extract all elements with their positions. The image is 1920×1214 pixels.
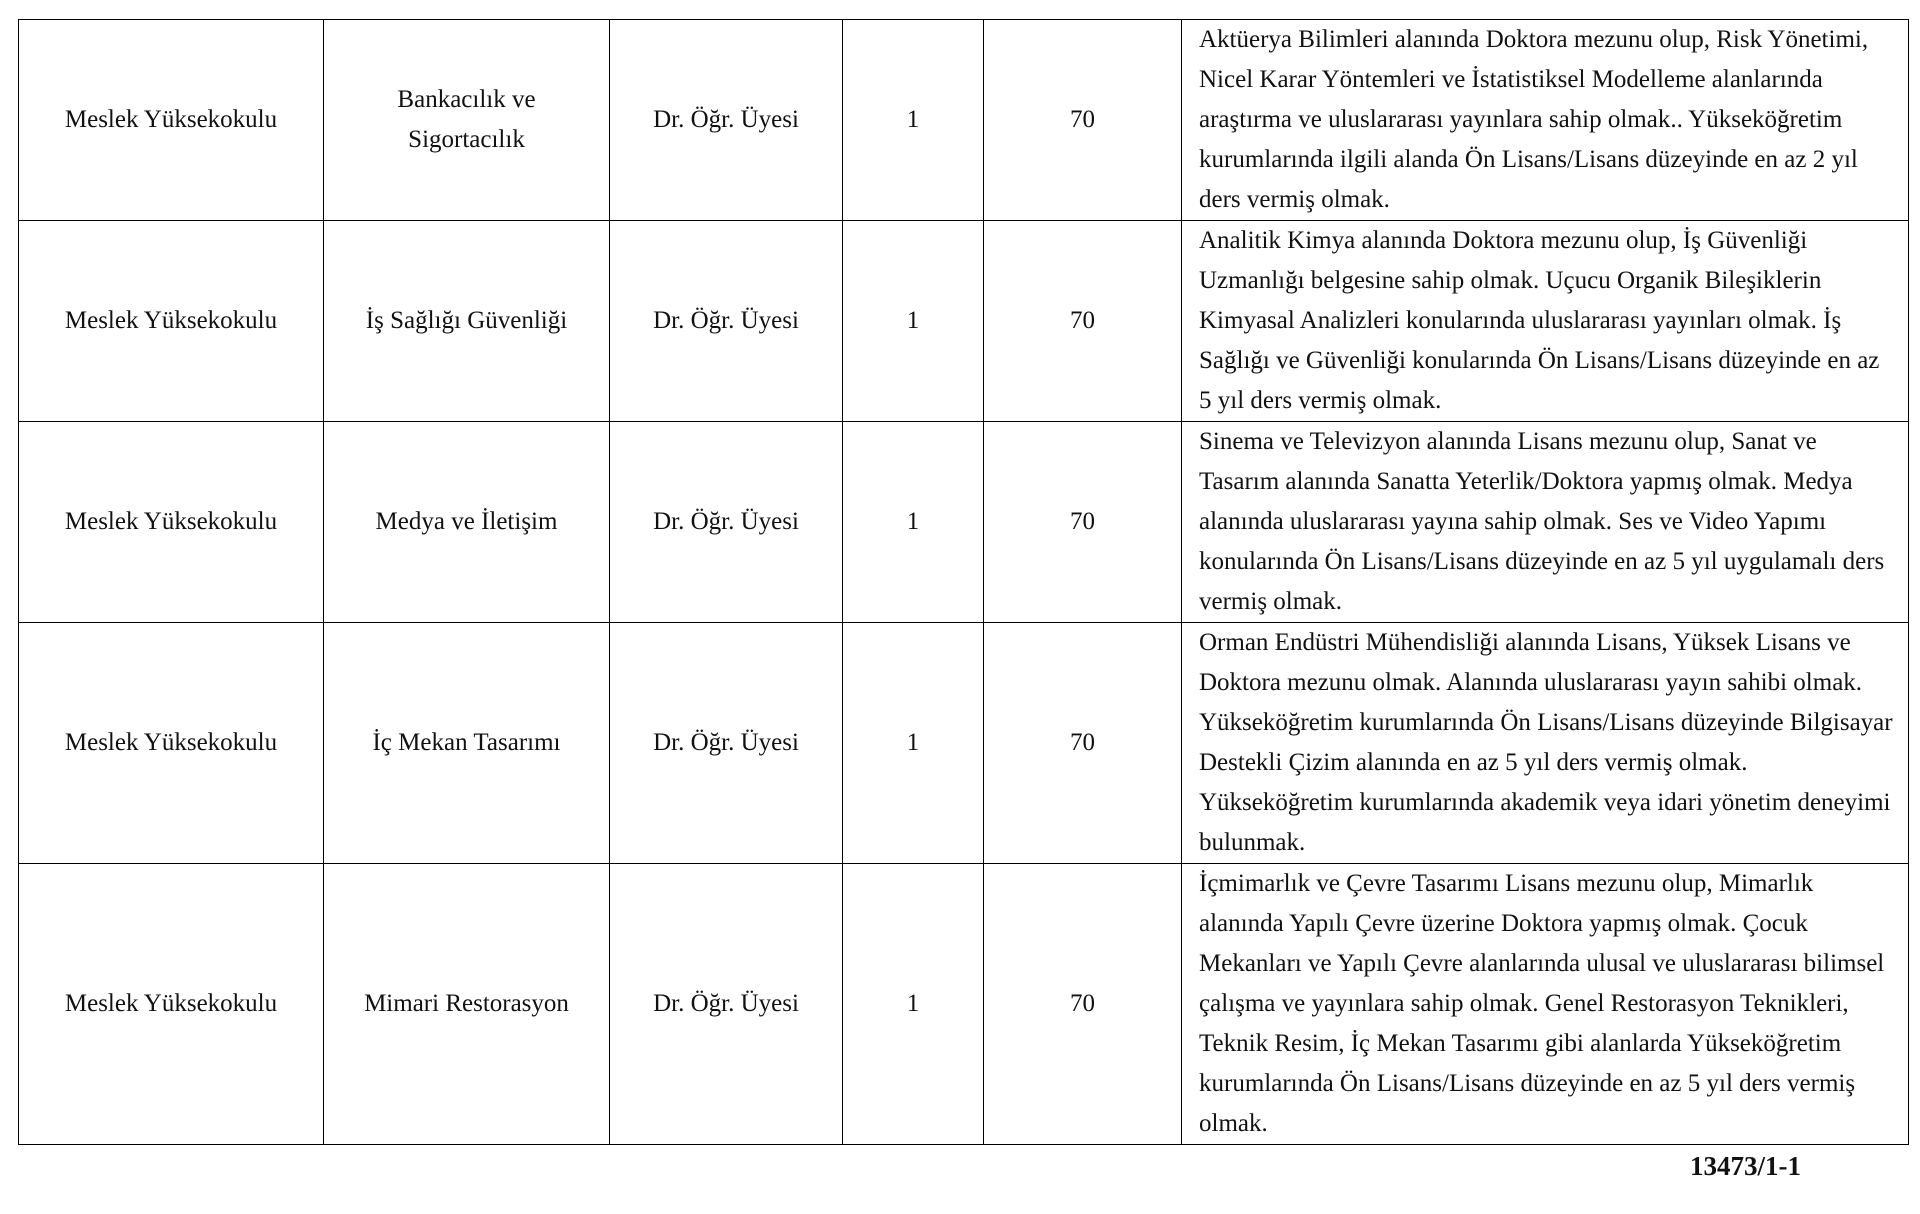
requirements-cell: Analitik Kimya alanında Doktora mezunu olup, İş Güvenliği Uzmanlığı belgesine sahip olmak. Uçucu Organik Bileşiklerin Kimyasal Analizleri konularında uluslararası yayınları olmak. İş Sağlığı ve Güvenliği konularında Ön Lisans/Lisans düzeyinde en az 5 yıl ders vermiş olmak. <box>1182 221 1909 422</box>
unit-cell: Meslek Yüksekokulu <box>19 20 324 221</box>
department-cell: İç Mekan Tasarımı <box>324 623 610 864</box>
count-cell: 1 <box>843 20 984 221</box>
requirements-cell: İçmimarlık ve Çevre Tasarımı Lisans mezunu olup, Mimarlık alanında Yapılı Çevre üzerine Doktora yapmış olmak. Çocuk Mekanları ve Yapılı Çevre alanlarında ulusal ve uluslararası bilimsel çalışma ve yayınlara sahip olmak. Genel Restorasyon Teknikleri, Teknik Resim, İç Mekan Tasarımı gibi alanlarda Yükseköğretim kurumlarında Ön Lisans/Lisans düzeyinde en az 5 yıl ders vermiş olmak. <box>1182 864 1909 1145</box>
table-row <box>19 20 1909 221</box>
department-cell: Medya ve İletişim <box>324 422 610 623</box>
count-cell: 1 <box>843 422 984 623</box>
department-cell: İş Sağlığı Güvenliği <box>324 221 610 422</box>
table-row <box>19 221 1909 422</box>
requirements-cell: Orman Endüstri Mühendisliği alanında Lisans, Yüksek Lisans ve Doktora mezunu olmak. Alanında uluslararası yayın sahibi olmak. Yükseköğretim kurumlarında Ön Lisans/Lisans düzeyinde Bilgisayar Destekli Çizim alanında en az 5 yıl ders vermiş olmak. Yükseköğretim kurumlarında akademik veya idari yönetim deneyimi bulunmak. <box>1182 623 1909 864</box>
requirements-cell: Sinema ve Televizyon alanında Lisans mezunu olup, Sanat ve Tasarım alanında Sanatta Yeterlik/Doktora yapmış olmak. Medya alanında uluslararası yayına sahip olmak. Ses ve Video Yapımı konularında Ön Lisans/Lisans düzeyinde en az 5 yıl uygulamalı ders vermiş olmak. <box>1182 422 1909 623</box>
count-cell: 1 <box>843 864 984 1145</box>
score-cell: 70 <box>984 422 1182 623</box>
count-cell: 1 <box>843 221 984 422</box>
table-row <box>19 864 1909 1145</box>
score-cell: 70 <box>984 864 1182 1145</box>
positions-table <box>18 19 1909 1145</box>
unit-cell: Meslek Yüksekokulu <box>19 422 324 623</box>
page-code: 13473/1-1 <box>1690 1151 1801 1181</box>
unit-cell: Meslek Yüksekokulu <box>19 221 324 422</box>
department-line: Sigortacılık <box>408 126 525 153</box>
score-cell: 70 <box>984 221 1182 422</box>
department-cell <box>324 20 610 221</box>
requirements-cell: Aktüerya Bilimleri alanında Doktora mezunu olup, Risk Yönetimi, Nicel Karar Yöntemleri ve İstatistiksel Modelleme alanlarında araştırma ve uluslararası yayınlara sahip olmak.. Yükseköğretim kurumlarında ilgili alanda Ön Lisans/Lisans düzeyinde en az 2 yıl ders vermiş olmak. <box>1182 20 1909 221</box>
department-line: Bankacılık ve <box>397 86 536 113</box>
score-cell: 70 <box>984 20 1182 221</box>
title-cell: Dr. Öğr. Üyesi <box>610 422 843 623</box>
count-cell: 1 <box>843 623 984 864</box>
unit-cell: Meslek Yüksekokulu <box>19 623 324 864</box>
title-cell: Dr. Öğr. Üyesi <box>610 221 843 422</box>
unit-cell: Meslek Yüksekokulu <box>19 864 324 1145</box>
table-row <box>19 422 1909 623</box>
title-cell: Dr. Öğr. Üyesi <box>610 864 843 1145</box>
title-cell: Dr. Öğr. Üyesi <box>610 20 843 221</box>
table-row <box>19 623 1909 864</box>
department-cell: Mimari Restorasyon <box>324 864 610 1145</box>
score-cell: 70 <box>984 623 1182 864</box>
title-cell: Dr. Öğr. Üyesi <box>610 623 843 864</box>
